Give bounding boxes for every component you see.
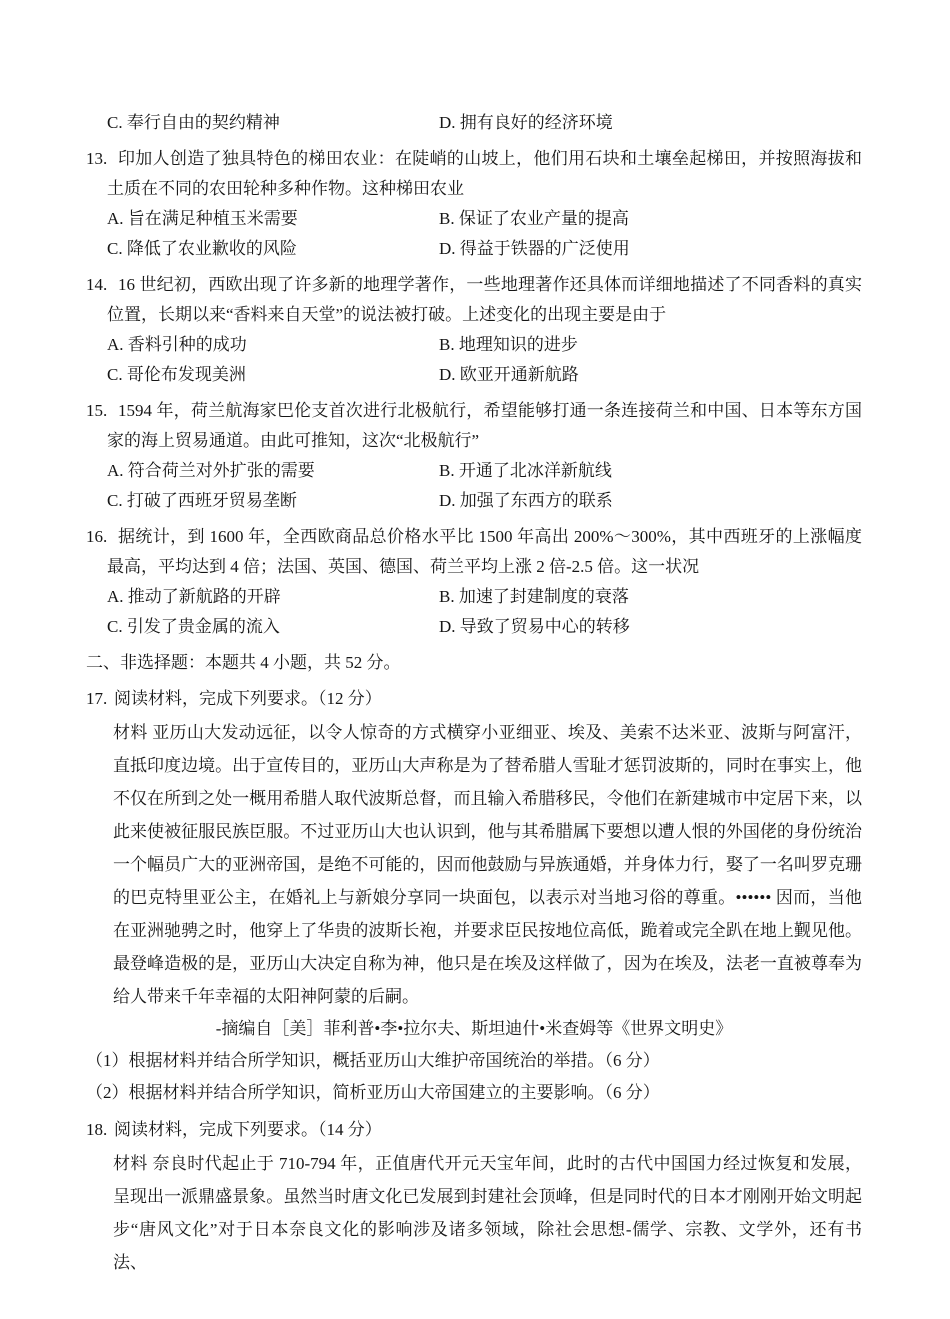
essay-17-source-attribution: -摘编自［美］菲利普•李•拉尔夫、斯坦迪什•米查姆等《世界文明史》 bbox=[215, 1019, 733, 1038]
question-14-number: 14. bbox=[86, 275, 108, 294]
question-13-stem: 印加人创造了独具特色的梯田农业：在陡峭的山坡上，他们用石块和土壤垒起梯田，并按照海拔和土质在不同的农田轮种多种作物。这种梯田农业 bbox=[107, 149, 862, 198]
question-14-option-c: C. 哥伦布发现美洲 bbox=[107, 365, 246, 384]
section-two-title: 二、非选择题：本题共 4 小题，共 52 分。 bbox=[86, 653, 401, 672]
question-16 bbox=[86, 522, 862, 642]
essay-question-18 bbox=[86, 1115, 862, 1279]
question-13-option-b: B. 保证了农业产量的提高 bbox=[439, 209, 629, 228]
essay-17-instruction: 阅读材料，完成下列要求。（12 分） bbox=[114, 689, 382, 708]
question-16-options-row-2 bbox=[107, 612, 862, 642]
question-13-option-a: A. 旨在满足种植玉米需要 bbox=[107, 209, 298, 228]
essay-17-subquestion-1: （1）根据材料并结合所学知识，概括亚历山大维护帝国统治的举措。（6 分） bbox=[86, 1051, 660, 1070]
question-15-option-b: B. 开通了北冰洋新航线 bbox=[439, 461, 612, 480]
question-15 bbox=[86, 396, 862, 516]
question-15-stem: 1594 年，荷兰航海家巴伦支首次进行北极航行，希望能够打通一条连接荷兰和中国、日本等东方国家的海上贸易通道。由此可推知，这次“北极航行” bbox=[107, 401, 862, 450]
question-16-number: 16. bbox=[86, 527, 108, 546]
question-13-number: 13. bbox=[86, 149, 108, 168]
question-13 bbox=[86, 144, 862, 264]
question-15-options-row-2 bbox=[107, 486, 862, 516]
question-16-option-c: C. 引发了贵金属的流入 bbox=[107, 617, 280, 636]
essay-17-header bbox=[86, 684, 862, 714]
question-16-option-d: D. 导致了贸易中心的转移 bbox=[439, 617, 630, 636]
essay-18-instruction: 阅读材料，完成下列要求。（14 分） bbox=[114, 1120, 382, 1139]
question-14-stem: 16 世纪初，西欧出现了许多新的地理学著作，一些地理著作还具体而详细地描述了不同香料的真实位置，长期以来“香料来自天堂”的说法被打破。上述变化的出现主要是由于 bbox=[107, 275, 862, 324]
question-16-option-b: B. 加速了封建制度的衰落 bbox=[439, 587, 629, 606]
question-15-option-a: A. 符合荷兰对外扩张的需要 bbox=[107, 461, 315, 480]
essay-18-number: 18. bbox=[86, 1120, 108, 1139]
question-14-option-a: A. 香料引种的成功 bbox=[107, 335, 247, 354]
question-14-option-b: B. 地理知识的进步 bbox=[439, 335, 578, 354]
question-15-number: 15. bbox=[86, 401, 108, 420]
question-15-option-d: D. 加强了东西方的联系 bbox=[439, 491, 613, 510]
question-14-options-row-1 bbox=[107, 330, 862, 360]
essay-18-material: 材料 奈良时代起止于 710-794 年，正值唐代开元天宝年间，此时的古代中国国力经过恢复和发展，呈现出一派鼎盛景象。虽然当时唐文化已发展到封建社会顶峰，但是同时代的日本才刚刚开始文明起步“唐风文化”对于日本奈良文化的影响涉及诸多领域，除社会思想-儒学、宗教、文学外，还有书法、 bbox=[113, 1154, 862, 1272]
question-12-options-row bbox=[86, 108, 862, 138]
question-14 bbox=[86, 270, 862, 390]
question-12-option-d: D. 拥有良好的经济环境 bbox=[439, 113, 613, 132]
question-16-options-row-1 bbox=[107, 582, 862, 612]
question-13-options-row-1 bbox=[107, 204, 862, 234]
essay-17-material: 材料 亚历山大发动远征，以令人惊奇的方式横穿小亚细亚、埃及、美索不达米亚、波斯与阿富汗，直抵印度边境。出于宣传目的，亚历山大声称是为了替希腊人雪耻才惩罚波斯的，同时在事实上，他不仅在所到之处一概用希腊人取代波斯总督，而且输入希腊移民，令他们在新建城市中定居下来，以此来使被征服民族臣服。不过亚历山大也认识到，他与其希腊属下要想以遭人恨的外国佬的身份统治一个幅员广大的亚洲帝国，是绝不可能的，因而他鼓励与异族通婚，并身体力行，娶了一名叫罗克珊的巴克特里亚公主，在婚礼上与新娘分享同一块面包，以表示对当地习俗的尊重。•••••• 因而，当他在亚洲驰骋之时，他穿上了华贵的波斯长袍，并要求臣民按地位高低，跪着或完全趴在地上觐见他。最登峰造极的是，亚历山大决定自称为神，他只是在埃及这样做了，因为在埃及，法老一直被尊奉为给人带来千年幸福的太阳神阿蒙的后嗣。 bbox=[113, 723, 862, 1006]
question-13-options-row-2 bbox=[107, 234, 862, 264]
essay-question-17 bbox=[86, 684, 862, 1109]
question-15-options-row-1 bbox=[107, 456, 862, 486]
question-16-stem: 据统计，到 1600 年，全西欧商品总价格水平比 1500 年高出 200%～300%，其中西班牙的上涨幅度最高，平均达到 4 倍；法国、英国、德国、荷兰平均上涨 2 倍-2.5 倍。这一状况 bbox=[107, 527, 862, 576]
question-13-option-d: D. 得益于铁器的广泛使用 bbox=[439, 239, 630, 258]
question-13-option-c: C. 降低了农业歉收的风险 bbox=[107, 239, 297, 258]
essay-18-header bbox=[86, 1115, 862, 1145]
question-12-option-c: C. 奉行自由的契约精神 bbox=[107, 113, 280, 132]
question-14-options-row-2 bbox=[107, 360, 862, 390]
essay-17-number: 17. bbox=[86, 689, 108, 708]
question-16-option-a: A. 推动了新航路的开辟 bbox=[107, 587, 281, 606]
question-14-option-d: D. 欧亚开通新航路 bbox=[439, 365, 579, 384]
question-15-option-c: C. 打破了西班牙贸易垄断 bbox=[107, 491, 297, 510]
essay-17-subquestion-2: （2）根据材料并结合所学知识，简析亚历山大帝国建立的主要影响。（6 分） bbox=[86, 1083, 660, 1102]
